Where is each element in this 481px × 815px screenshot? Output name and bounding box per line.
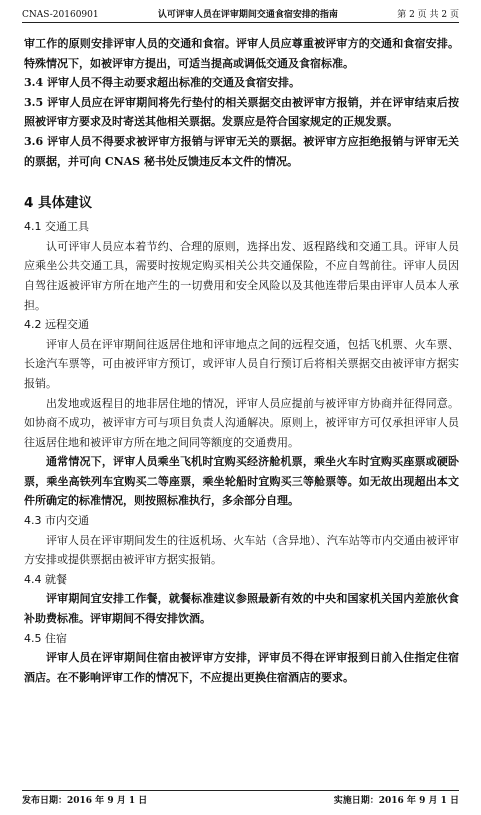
section-4-2-heading: 4.2 远程交通 [24,318,89,332]
page-footer [22,790,459,809]
document-body [24,34,459,687]
section-4-4-heading: 4.4 就餐 [24,572,67,586]
effective-date: 实施日期：2016 年 9 月 1 日 [333,796,459,806]
section-4-5-heading: 4.5 住宿 [24,631,67,645]
doc-id: CNAS-20160901 [22,10,99,20]
section-4-4-text: 评审期间宜安排工作餐，就餐标准建议参照最新有效的中央和国家机关国内差旅伙食补助费标准。评审期间不得安排饮酒。 [24,592,459,626]
clause-3-5: 3.5 评审人员应在评审期间将先行垫付的相关票据交由被评审方报销，并在评审结束后按照被评审方要求及时寄送其他相关票据。发票应是符合国家规定的正规发票。 [24,95,459,129]
section-4-heading: 4 具体建议 [24,195,93,212]
page-header [22,6,459,23]
section-4-2-text-3: 通常情况下，评审人员乘坐飞机时宜购买经济舱机票，乘坐火车时宜购买座票或硬卧票，乘坐高铁列车宜购买二等座票，乘坐轮船时宜购买三等舱票等。如无故出现超出本文件所确定的标准情况，则按照标准执行，多余部分自理。 [24,455,459,508]
publish-date: 发布日期：2016 年 9 月 1 日 [22,796,148,806]
paragraph-continued: 审工作的原则安排评审人员的交通和食宿。评审人员应尊重被评审方的交通和食宿安排。特殊情况下，如被评审方提出，可适当提高或调低交通及食宿标准。 [24,37,459,70]
section-4-1-heading: 4.1 交通工具 [24,220,89,234]
section-4-1-text: 认可评审人员应本着节约、合理的原则，选择出发、返程路线和交通工具。评审人员应乘坐公共交通工具，需要时按规定购买相关公共交通保险，不应自驾前往。评审人员因自驾往返被评审方所在地产生的一切费用和安全风险以及其他连带后果由评审人员本人承担。 [24,239,459,312]
clause-3-6: 3.6 评审人员不得要求被评审方报销与评审无关的票据。被评审方应拒绝报销与评审无关的票据，并可向 CNAS 秘书处反馈违反本文件的情况。 [24,134,459,168]
section-4-3-text: 评审人员在评审期间发生的往返机场、火车站（含异地）、汽车站等市内交通由被评审方安排或提供票据由被评审方据实报销。 [24,533,459,567]
page-number: 第 2 页 共 2 页 [397,10,459,20]
section-4-2-text-2: 出发地或返程目的地非居住地的情况，评审人员应提前与被评审方协商并征得同意。如协商不成功，被评审方可与项目负责人沟通解决。原则上，被评审方可仅承担评审人员往返居住地和被评审方所在地之间同等额度的交通费用。 [24,396,459,449]
doc-title: 认可评审人员在评审期间交通食宿安排的指南 [157,10,338,20]
section-4-3-heading: 4.3 市内交通 [24,514,89,528]
clause-3-4: 3.4 评审人员不得主动要求超出标准的交通及食宿安排。 [24,76,300,90]
section-4-2-text-1: 评审人员在评审期间往返居住地和评审地点之间的远程交通，包括飞机票、火车票、长途汽车票等，可由被评审方预订，或评审人员自行预订后将相关票据交由被评审方据实报销。 [24,337,459,390]
section-4-5-text: 评审人员在评审期间住宿由被评审方安排，评审员不得在评审报到日前入住指定住宿酒店。在不影响评审工作的情况下，不应提出更换住宿酒店的要求。 [24,651,459,684]
